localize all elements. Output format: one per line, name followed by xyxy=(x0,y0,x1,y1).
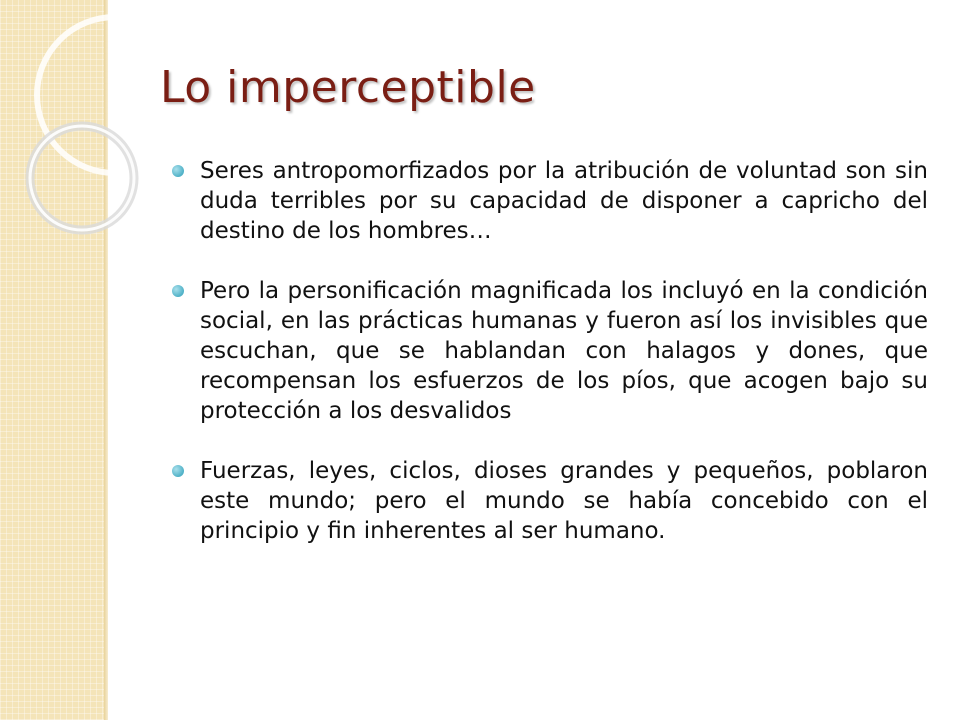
slide-title: Lo imperceptible xyxy=(160,62,536,113)
bullet-item xyxy=(168,456,928,546)
bullet-list xyxy=(168,156,928,576)
bullet-dot-icon xyxy=(172,465,184,477)
bullet-item xyxy=(168,156,928,246)
bullet-item xyxy=(168,276,928,426)
bullet-dot-icon xyxy=(172,285,184,297)
bullet-text: Seres antropomorfizados por la atribución de voluntad son sin duda terribles por su capacidad de disponer a capricho del destino de los hombres… xyxy=(200,158,928,244)
bullet-text: Pero la personificación magnificada los incluyó en la condición social, en las prácticas humanas y fueron así los invisibles que escuchan, que se hablandan con halagos y dones, que recompensan los esfuerzos de los píos, que acogen bajo su protección a los desvalidos xyxy=(200,278,928,424)
bullet-text: Fuerzas, leyes, ciclos, dioses grandes y pequeños, poblaron este mundo; pero el mundo se había concebido con el principio y fin inherentes al ser humano. xyxy=(200,458,928,544)
bullet-dot-icon xyxy=(172,165,184,177)
